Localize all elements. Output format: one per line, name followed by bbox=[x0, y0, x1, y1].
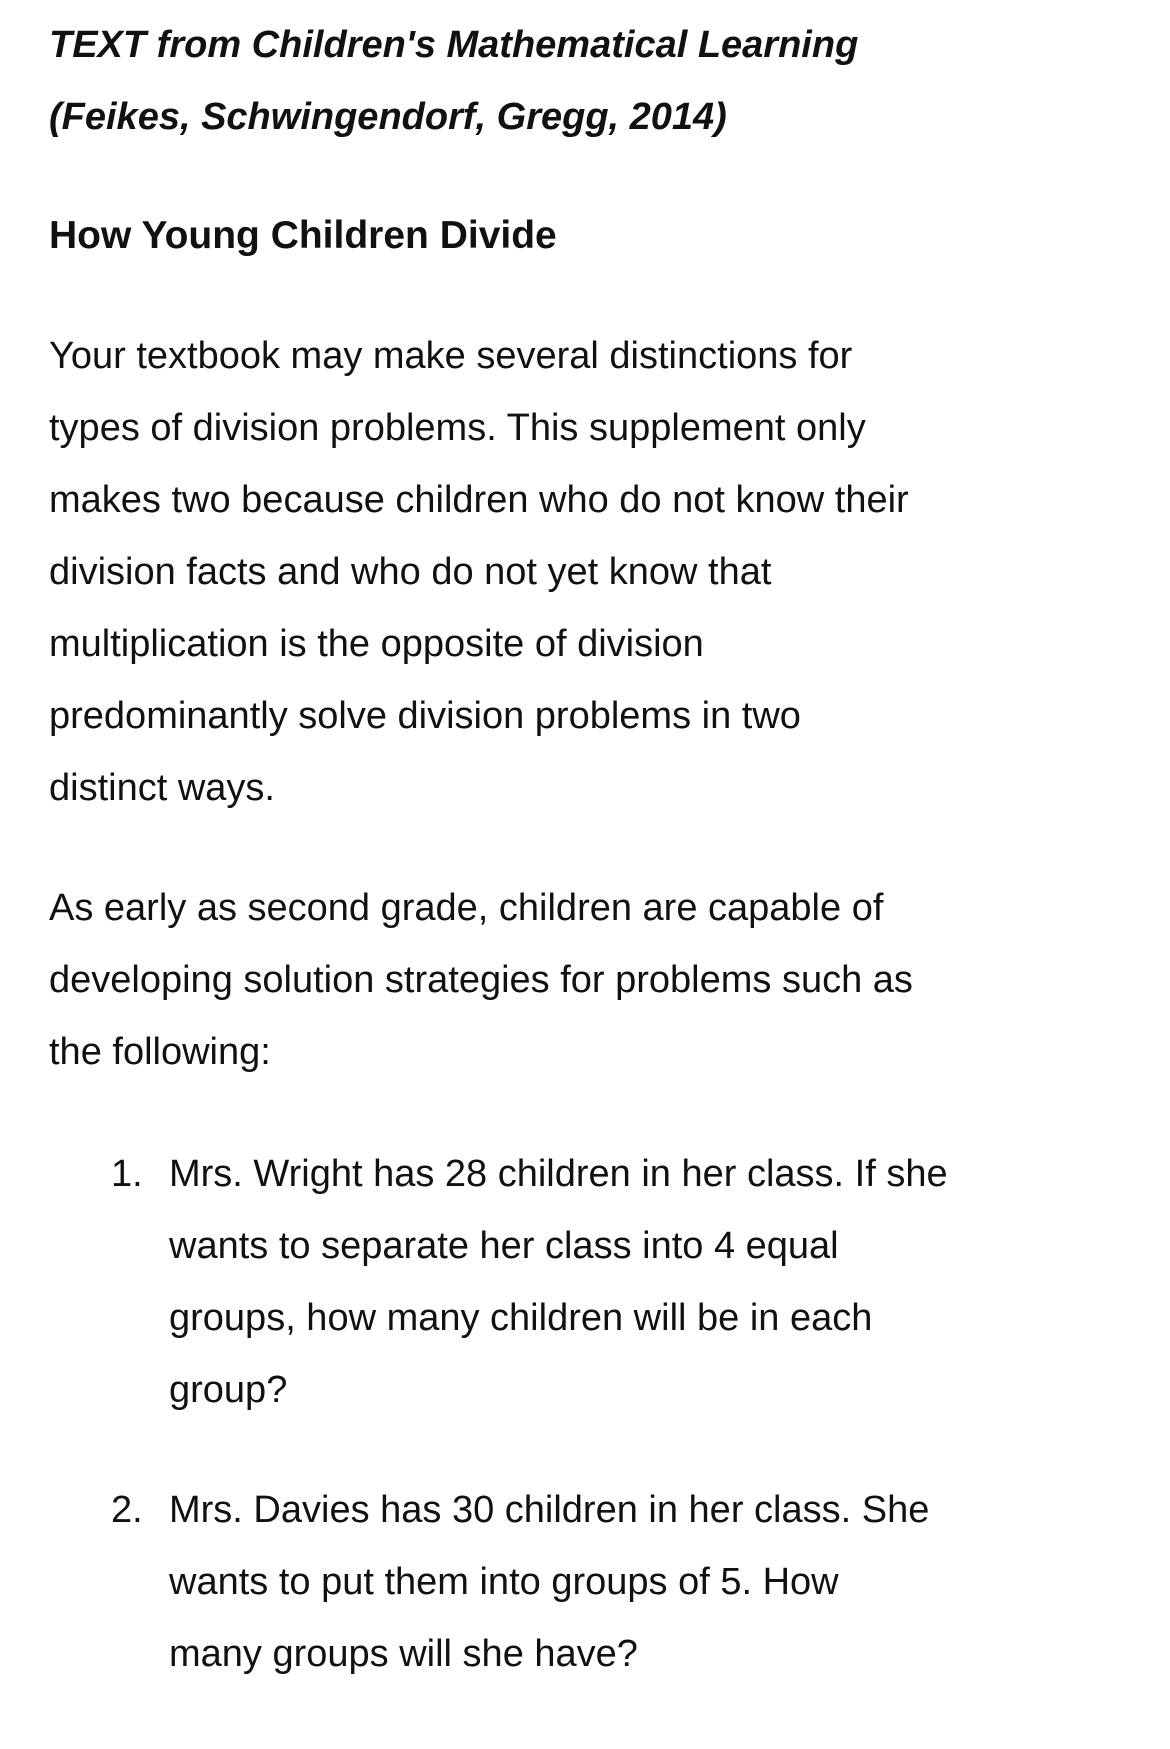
text-line: division facts and who do not yet know that bbox=[49, 551, 772, 593]
text-line: makes two because children who do not know their bbox=[49, 479, 909, 521]
text-line: predominantly solve division problems in two bbox=[49, 695, 801, 737]
list-item bbox=[49, 1474, 1170, 1690]
text-line: group? bbox=[169, 1369, 288, 1411]
list-number: 2. bbox=[111, 1489, 143, 1531]
title-line: TEXT from Children's Mathematical Learning bbox=[49, 24, 859, 66]
text-line: multiplication is the opposite of division bbox=[49, 623, 704, 665]
text-line: Your textbook may make several distinctions for bbox=[49, 335, 853, 377]
text-line: types of division problems. This supplement only bbox=[49, 407, 866, 449]
section-heading: How Young Children Divide bbox=[49, 214, 557, 257]
text-line: wants to separate her class into 4 equal bbox=[169, 1225, 839, 1267]
list-item bbox=[49, 1138, 1170, 1426]
text-line: groups, how many children will be in each bbox=[169, 1297, 873, 1339]
text-line: As early as second grade, children are capable of bbox=[49, 887, 884, 929]
paragraph-2 bbox=[49, 872, 1170, 1088]
text-line: developing solution strategies for problems such as bbox=[49, 959, 913, 1001]
text-line: Mrs. Wright has 28 children in her class. If she bbox=[169, 1153, 948, 1195]
text-line: distinct ways. bbox=[49, 767, 275, 809]
paragraph-1 bbox=[49, 320, 1170, 824]
text-line: Mrs. Davies has 30 children in her class. She bbox=[169, 1489, 930, 1531]
text-line: many groups will she have? bbox=[169, 1633, 638, 1675]
source-title bbox=[49, 9, 1170, 153]
title-line: (Feikes, Schwingendorf, Gregg, 2014) bbox=[49, 96, 727, 138]
text-line: wants to put them into groups of 5. How bbox=[169, 1561, 839, 1603]
text-line: the following: bbox=[49, 1031, 271, 1073]
problem-list bbox=[49, 1138, 1170, 1690]
list-number: 1. bbox=[111, 1153, 143, 1195]
